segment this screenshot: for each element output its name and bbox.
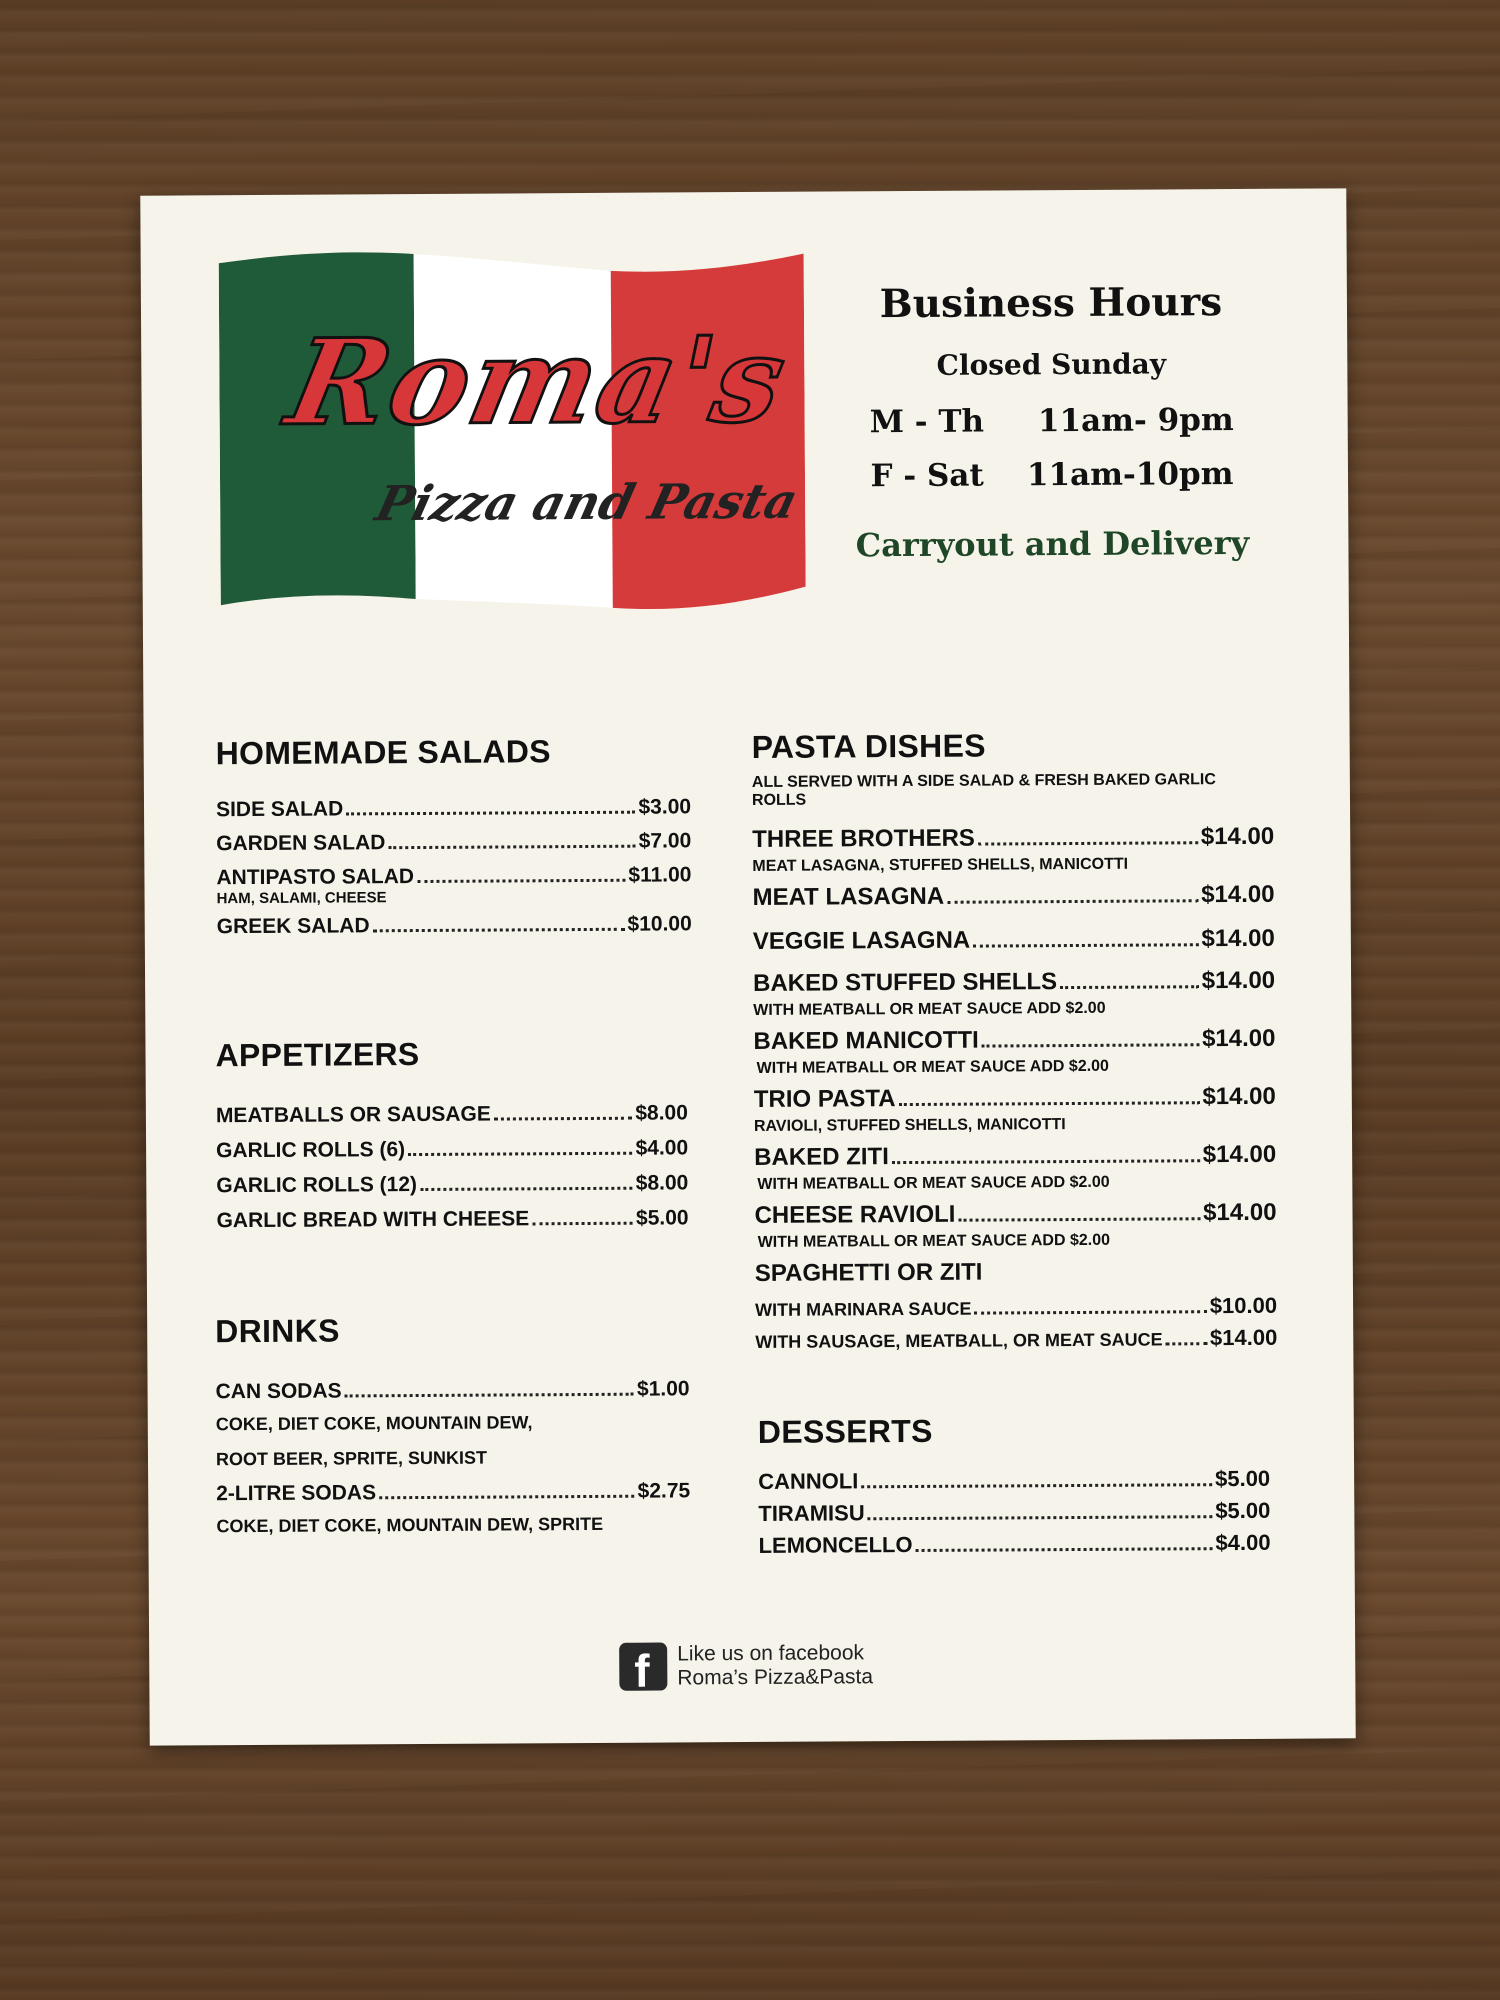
hours-time: 11am-10pm xyxy=(1026,456,1234,494)
menu-item xyxy=(216,829,691,856)
item-description: WITH MEATBALL OR MEAT SAUCE ADD $2.00 xyxy=(756,1057,1109,1077)
item-description: COKE, DIET COKE, MOUNTAIN DEW, xyxy=(215,1412,533,1435)
menu-item xyxy=(216,1377,690,1404)
hours-closed: Closed Sunday xyxy=(936,347,1167,382)
item-name: MEAT LASAGNA xyxy=(752,882,945,911)
dot-leader xyxy=(958,1217,1200,1221)
dot-leader xyxy=(899,1101,1200,1106)
facebook-icon: f xyxy=(619,1643,667,1691)
item-price: $14.00 xyxy=(1202,1140,1277,1169)
item-name: ANTIPASTO SALAD xyxy=(216,865,415,890)
item-price: $14.00 xyxy=(1201,966,1276,995)
menu-item xyxy=(758,1498,1270,1527)
dot-leader xyxy=(978,841,1198,845)
section-title: PASTA DISHES xyxy=(751,727,986,765)
item-name: CHEESE RAVIOLI xyxy=(754,1200,956,1229)
menu-item xyxy=(216,1101,688,1128)
brand-tagline: Pizza and Pasta xyxy=(370,473,804,533)
item-price: $1.00 xyxy=(636,1377,690,1401)
item-price: $3.00 xyxy=(638,795,692,819)
item-description: WITH MEATBALL OR MEAT SAUCE ADD $2.00 xyxy=(757,1173,1110,1193)
menu-item xyxy=(216,1206,688,1233)
item-price: $5.00 xyxy=(635,1206,689,1230)
item-name: CAN SODAS xyxy=(215,1379,342,1404)
hours-row xyxy=(842,456,1262,495)
item-price: $4.00 xyxy=(1215,1529,1271,1556)
menu-item xyxy=(754,1199,1276,1230)
hours-days: M - Th xyxy=(869,403,985,441)
salads-section xyxy=(216,732,692,939)
item-price: $14.00 xyxy=(1200,822,1275,851)
item-description: COKE, DIET COKE, MOUNTAIN DEW, SPRITE xyxy=(216,1513,604,1537)
desserts-section xyxy=(758,1411,1271,1559)
section-title: DESSERTS xyxy=(757,1412,933,1450)
facebook-line-1: Like us on facebook xyxy=(677,1641,865,1666)
menu-item xyxy=(752,881,1274,912)
item-name: BAKED MANICOTTI xyxy=(753,1026,979,1055)
item-price: $8.00 xyxy=(635,1101,688,1125)
business-hours xyxy=(841,279,1263,565)
item-name: GARDEN SALAD xyxy=(216,831,386,856)
menu-item xyxy=(753,1025,1275,1056)
dot-leader xyxy=(420,1187,633,1191)
item-price: $14.00 xyxy=(1209,1324,1278,1351)
hours-days: F - Sat xyxy=(870,457,984,495)
dot-leader xyxy=(947,899,1198,904)
hours-time: 11am- 9pm xyxy=(1037,402,1234,440)
dot-leader xyxy=(861,1483,1212,1488)
item-name: GREEK SALAD xyxy=(216,914,370,939)
facebook-line-2: Roma’s Pizza&Pasta xyxy=(677,1665,874,1690)
item-description: WITH MEATBALL OR MEAT SAUCE ADD $2.00 xyxy=(757,1231,1111,1251)
item-price: $14.00 xyxy=(1201,880,1275,909)
drinks-section xyxy=(215,1310,690,1537)
item-name: BAKED STUFFED SHELLS xyxy=(753,968,1058,997)
item-name: SPAGHETTI OR ZITI xyxy=(754,1258,983,1287)
dot-leader xyxy=(379,1495,635,1500)
item-description: MEAT LASAGNA, STUFFED SHELLS, MANICOTTI xyxy=(752,855,1129,875)
dot-leader xyxy=(916,1547,1213,1552)
section-note: ALL SERVED WITH A SIDE SALAD & FRESH BAKED GARLIC ROLLS xyxy=(751,771,1216,809)
menu-item xyxy=(753,967,1275,998)
hours-title: Business Hours xyxy=(879,279,1223,328)
item-name: GARLIC BREAD WITH CHEESE xyxy=(216,1207,530,1233)
item-name: SIDE SALAD xyxy=(215,797,344,822)
dot-leader xyxy=(346,811,635,816)
menu-item xyxy=(217,912,692,939)
item-price: $14.00 xyxy=(1202,1082,1276,1111)
hours-row xyxy=(842,402,1262,441)
item-price: $10.00 xyxy=(627,912,692,936)
menu-item xyxy=(758,1466,1270,1495)
dot-leader xyxy=(868,1515,1213,1520)
menu-item xyxy=(754,1083,1276,1114)
item-name: MEATBALLS OR SAUSAGE xyxy=(215,1102,491,1128)
section-title: DRINKS xyxy=(215,1312,340,1350)
menu-item xyxy=(758,1530,1270,1559)
menu-item xyxy=(755,1257,1277,1288)
menu-item-option xyxy=(755,1293,1277,1322)
dot-leader xyxy=(1060,985,1199,989)
item-description: RAVIOLI, STUFFED SHELLS, MANICOTTI xyxy=(753,1116,1066,1135)
dot-leader xyxy=(373,928,625,933)
dot-leader xyxy=(417,879,625,883)
item-name: CANNOLI xyxy=(758,1468,859,1494)
item-price: $2.75 xyxy=(637,1479,691,1503)
item-name: GARLIC ROLLS (12) xyxy=(216,1173,418,1198)
item-price: $14.00 xyxy=(1203,1198,1277,1227)
menu-item-option xyxy=(755,1325,1277,1354)
item-price: $7.00 xyxy=(638,829,692,853)
menu-item xyxy=(216,1479,690,1506)
item-price: $8.00 xyxy=(635,1171,689,1195)
item-name: WITH MARINARA SAUCE xyxy=(755,1298,972,1320)
item-price: $5.00 xyxy=(1214,1465,1271,1492)
item-name: WITH SAUSAGE, MEATBALL, OR MEAT SAUCE xyxy=(755,1329,1163,1352)
item-description: HAM, SALAMI, CHEESE xyxy=(216,889,387,908)
menu-item xyxy=(216,863,691,890)
item-price: $14.00 xyxy=(1201,1024,1276,1053)
appetizers-section xyxy=(215,1034,688,1233)
item-name: GARLIC ROLLS (6) xyxy=(216,1138,406,1163)
menu-item xyxy=(754,1141,1276,1172)
item-price: $10.00 xyxy=(1209,1292,1278,1319)
section-title: HOMEMADE SALADS xyxy=(215,733,551,772)
item-name: BAKED ZITI xyxy=(754,1143,889,1171)
dot-leader xyxy=(408,1152,632,1156)
item-description: ROOT BEER, SPRITE, SUNKIST xyxy=(215,1447,488,1470)
service-type: Carryout and Delivery xyxy=(855,523,1250,565)
dot-leader xyxy=(494,1117,633,1121)
section-title: APPETIZERS xyxy=(215,1036,420,1074)
item-name: 2-LITRE SODAS xyxy=(216,1481,377,1506)
dot-leader xyxy=(1166,1342,1207,1345)
menu-item xyxy=(216,795,691,822)
item-name: TIRAMISU xyxy=(758,1500,865,1526)
item-price: $5.00 xyxy=(1215,1497,1271,1524)
item-name: THREE BROTHERS xyxy=(752,824,975,853)
brand-name: Roma's xyxy=(277,309,799,452)
menu-sheet xyxy=(140,188,1355,1745)
item-price: $14.00 xyxy=(1201,924,1275,953)
item-name: LEMONCELLO xyxy=(758,1532,913,1558)
item-price: $11.00 xyxy=(628,863,692,887)
menu-item xyxy=(753,925,1275,956)
dot-leader xyxy=(388,845,635,850)
item-name: VEGGIE LASAGNA xyxy=(752,926,971,955)
facebook-promo xyxy=(619,1641,874,1697)
menu-item xyxy=(216,1136,688,1163)
dot-leader xyxy=(532,1222,633,1226)
dot-leader xyxy=(345,1393,634,1398)
menu-item xyxy=(216,1171,688,1198)
dot-leader xyxy=(982,1043,1199,1047)
item-price: $4.00 xyxy=(635,1136,689,1160)
dot-leader xyxy=(973,943,1198,947)
menu-item xyxy=(752,823,1274,854)
item-description: WITH MEATBALL OR MEAT SAUCE ADD $2.00 xyxy=(753,999,1106,1019)
dot-leader xyxy=(892,1159,1200,1164)
pasta-section xyxy=(752,726,1278,1354)
dot-leader xyxy=(974,1310,1206,1314)
item-name: TRIO PASTA xyxy=(753,1085,896,1113)
